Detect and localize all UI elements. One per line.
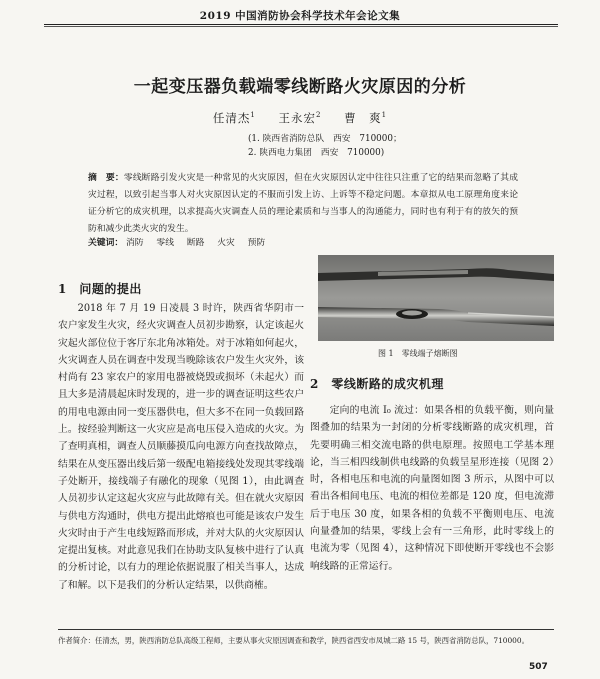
author-affiliation-mark: 1 (250, 111, 256, 120)
author-name: 曹 爽 (344, 111, 382, 125)
keyword: 断路 (186, 238, 205, 248)
author-name: 王永宏 (278, 111, 317, 125)
affiliation: 2. 陕西电力集团 西安 710000) (248, 148, 385, 158)
keywords (88, 235, 275, 248)
keyword: 火灾 (217, 238, 235, 248)
header-divider-thin (44, 26, 558, 27)
section-heading: 1 问题的提出 (58, 282, 142, 296)
keyword: 预防 (247, 238, 266, 248)
abstract-text: 零线断路引发火灾是一种常见的火灾原因，但在火灾原因认定中往往只注重了它的结果而忽略了其成灾过程，以致引起当事人对火灾原因认定的不服而引发上访、上诉等不稳定问题。本章拟从电工原理角度来论证分析它的成灾机理，以求提高火灾调查人员的理论素质和与当事人的沟通能力，同时也有利于有的放矢的预防和减少此类火灾的发生。 (88, 173, 518, 234)
keyword: 消防 (126, 238, 144, 248)
figure-photo (318, 255, 554, 341)
body-paragraph: 2018 年 7 月 19 日凌晨 3 时许，陕西省华阴市一农户家发生火灾，经火灾调查人员初步勘察，认定该起火灾起火部位位于客厅东北角冰箱处。对于冰箱如何起火，火灾调查人员在调查中发现当晚除该农户发生火灾外，该村尚有 23 家农户的家用电器被烧毁或损坏（未起火）而且大多是清晨起床时发现的，进一步的调查证明这些农户的用电电源由同一变压器供电，但大多不在同一负载回路上。按经验判断这一火灾应是高电压侵入造成的火灾。为了查明真相，调查人员顺藤摸瓜向电源方向查找故障点，结果在从变压器出线后第一级配电箱接线处发现其零线端子处断开，接线端子有融化的现象（见图 1），由此调查人员初步认定这起火灾应与此故障有关。但在就火灾原因与供电方沟通时，供电方提出此熔痕也可能是该农户发生火灾时由于产生电线短路而形成，并对大队的火灾原因认定提出复核。对此意见我们在协助支队复核中进行了认真的分析讨论，以有力的理论依据说服了相关当事人，达成了和解。以下是我们的分析认定结果，以供商榷。 (58, 303, 304, 591)
author-affiliation-mark: 1 (381, 111, 388, 120)
footnote-divider (58, 629, 554, 630)
section-heading: 2 零线断路的成灾机理 (310, 377, 444, 391)
affiliation: (1. 陕西省消防总队 西安 710000； (248, 134, 402, 144)
author (344, 111, 387, 125)
paper-title: 一起变压器负载端零线断路火灾原因的分析 (133, 77, 467, 97)
figure-caption: 图 1 零线端子熔断图 (378, 349, 458, 358)
author (279, 111, 322, 125)
page-number: 507 (529, 662, 548, 672)
keywords-label: 关键词： (88, 238, 124, 248)
abstract-label: 摘 要： (88, 173, 124, 183)
author-list (0, 110, 600, 126)
fused-terminal-photo (318, 255, 554, 341)
author-name: 任清杰 (212, 111, 251, 125)
keyword: 零线 (156, 238, 175, 248)
author-footnote: 作者简介：任清杰，男，陕西消防总队高级工程师，主要从事火灾原因调查和教学，陕西省西安市凤城二路 15 号，陕西省消防总队，710000。 (58, 636, 529, 645)
body-paragraph: 定向的电流 I₀ 流过：如果各相的负载平衡，则向量图叠加的结果为一封闭的分析零线断路的成灾机理，首先要明确三相交流电路的供电原理。按照电工学基本理论，当三相四线制供电线路的负载呈星形连接（见图 2）时，各相电压和电流的向量图如图 3 所示，从图中可以看出各相间电压、电流的相位差都是 120 度，但电流滞后于电压 30 度，如果各相的负载不平衡则电压、电流向量叠加的结果，零线上会有一三角形，此时零线上的电流为零（见图 4），这种情况下即使断开零线也不会影响线路的正常运行。 (310, 405, 554, 572)
author-affiliation-mark: 2 (316, 111, 322, 120)
author (213, 111, 256, 125)
header-divider (44, 24, 558, 25)
abstract (88, 170, 518, 238)
running-header: 2019 中国消防协会科学技术年会论文集 (199, 10, 401, 22)
